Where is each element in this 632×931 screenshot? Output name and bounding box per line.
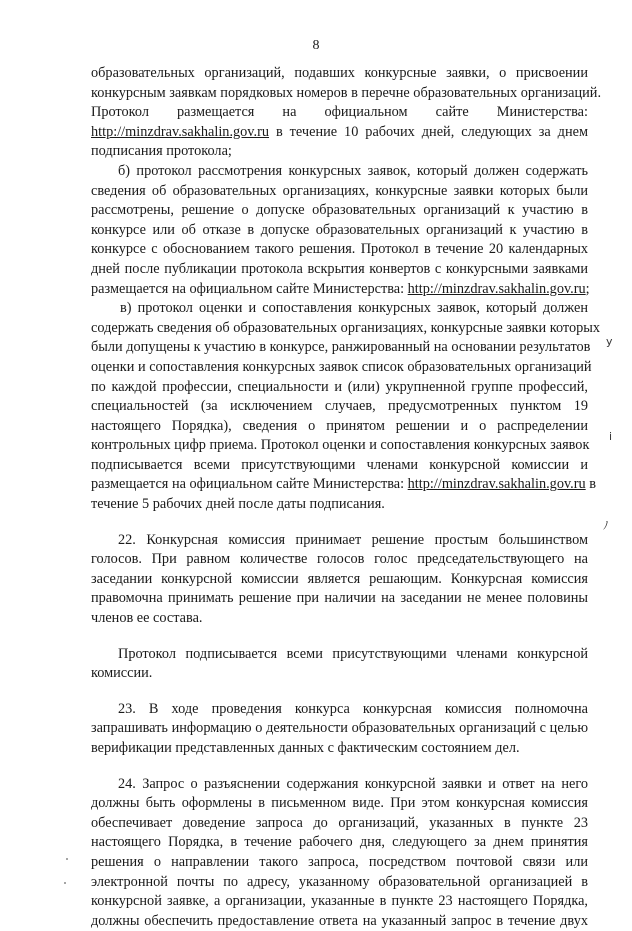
text-line: должны быть оформлены в письменном виде. При этом конкурсная комиссия <box>91 795 588 812</box>
text-line: оценки и сопоставления конкурсных заявок список образовательных организаций <box>91 358 592 375</box>
text-line: дней после публикации протокола вскрытия конвертов с конкурсными заявками <box>91 260 588 277</box>
text-line: рассмотрены, решение о допуске образовательных организаций к участию в <box>91 202 588 219</box>
text-line: 23. В ходе проведения конкурса конкурсная комиссия полномочна <box>118 700 588 717</box>
text-fragment: размещается на официальном сайте Министерства: <box>91 476 405 493</box>
text-line: конкурсе с обоснованием такого решения. Протокол в течение 20 календарных <box>91 241 588 258</box>
paragraph-gap <box>91 515 588 531</box>
text-line: специальностей (за исключением случаев, предусмотренных пунктом 19 <box>91 398 588 415</box>
scan-speck <box>64 882 66 884</box>
text-line: 24. Запрос о разъяснении содержания конкурсной заявки и ответ на него <box>118 775 588 792</box>
paragraph-24 <box>91 775 588 931</box>
paragraph-protocol <box>91 645 588 684</box>
text-line: конкурсе или об отказе в допуске образовательных организаций к участию в <box>91 221 588 238</box>
text-line: 22. Конкурсная комиссия принимает решение простым большинством <box>118 531 588 548</box>
text-line: Протокол подписывается всеми присутствующими членами конкурсной <box>118 645 588 662</box>
ministry-site-link[interactable]: http://minzdrav.sakhalin.gov.ru <box>407 476 586 493</box>
text-line: Протокол размещается на официальном сайте Министерства: <box>91 104 588 121</box>
ministry-site-link[interactable]: http://minzdrav.sakhalin.gov.ru <box>91 123 270 140</box>
text-line: содержать сведения об образовательных организациях, конкурсные заявки которых <box>91 319 601 336</box>
text-fragment: в течение 10 рабочих дней, следующих за днем <box>275 123 588 140</box>
text-line: правомочна принимать решение при наличии на заседании не менее половины <box>91 590 588 607</box>
paragraph-gap <box>91 759 588 775</box>
text-line: по каждой профессии, специальности и (или) укрупненной группе профессий, <box>91 378 588 395</box>
text-line: сведения об образовательных организациях, конкурсные заявки которых были <box>91 182 588 199</box>
text-line: подписания протокола; <box>91 143 232 160</box>
text-line: запрашивать информацию о деятельности образовательных организаций с целью <box>91 720 588 737</box>
text-line: течение 5 рабочих дней после даты подписания. <box>91 496 385 513</box>
text-line: комиссии. <box>91 665 153 682</box>
paragraph-b <box>91 162 588 299</box>
text-line <box>91 123 588 143</box>
text-line <box>91 475 597 495</box>
paragraph-gap <box>91 629 588 645</box>
text-line: подписывается всеми присутствующими членами конкурсной комиссии и <box>91 456 588 473</box>
ministry-site-link[interactable]: http://minzdrav.sakhalin.gov.ru <box>407 280 586 297</box>
text-line: решения о направлении такого запроса, посредством почтовой связи или <box>91 853 588 870</box>
text-line: электронной почты по адресу, указанному образовательной организацией в <box>91 873 588 890</box>
scan-speck <box>66 858 68 860</box>
text-line: в) протокол оценки и сопоставления конкурсных заявок, который должен <box>120 300 588 317</box>
paragraph-gap <box>91 684 588 700</box>
text-fragment: размещается на официальном сайте Министерства: <box>91 280 405 297</box>
text-line: голосов. При равном количестве голосов голос председательствующего на <box>91 551 588 568</box>
text-line: верификации представленных данных с фактическим состоянием дел. <box>91 740 520 756</box>
margin-mark: i <box>609 430 613 443</box>
paragraph-22 <box>91 531 588 629</box>
text-fragment: ; <box>585 280 590 297</box>
text-line: обеспечивает доведение запроса до организаций, указанных в пункте 23 <box>91 814 588 831</box>
text-line: образовательных организаций, подавших конкурсные заявки, о присвоении <box>91 65 588 81</box>
margin-mark: ﾉ <box>603 519 609 532</box>
text-line: настоящего Порядка, в течение рабочего дня, следующего за днем принятия <box>91 834 588 851</box>
page-number: 8 <box>312 38 320 53</box>
text-line: заседании конкурсной комиссии является решающим. Конкурсная комиссия <box>91 570 588 587</box>
text-line: конкурсным заявкам порядковых номеров в перечне образовательных организаций. <box>91 84 602 101</box>
text-line: настоящего Порядка), сведения о принятом решении и о распределении <box>91 417 588 434</box>
text-line: конкурсной заявке, а организации, указанные в пункте 23 настоящего Порядка, <box>91 893 588 910</box>
paragraph-continuation <box>91 64 602 162</box>
document-body <box>91 64 602 931</box>
text-line: должны обеспечить предоставление ответа на указанный запрос в течение двух <box>91 912 588 929</box>
text-line: были допущены к участию в конкурсе, ранжированный на основании результатов <box>91 339 591 356</box>
text-line <box>91 280 588 300</box>
paragraph-23 <box>91 700 588 759</box>
paragraph-v <box>91 299 601 515</box>
margin-mark: у <box>606 335 613 348</box>
text-fragment: в <box>589 476 597 493</box>
text-line: членов ее состава. <box>91 610 203 627</box>
text-line: б) протокол рассмотрения конкурсных заявок, который должен содержать <box>118 162 588 179</box>
text-line: контрольных цифр приема. Протокол оценки и сопоставления конкурсных заявок <box>91 437 590 454</box>
